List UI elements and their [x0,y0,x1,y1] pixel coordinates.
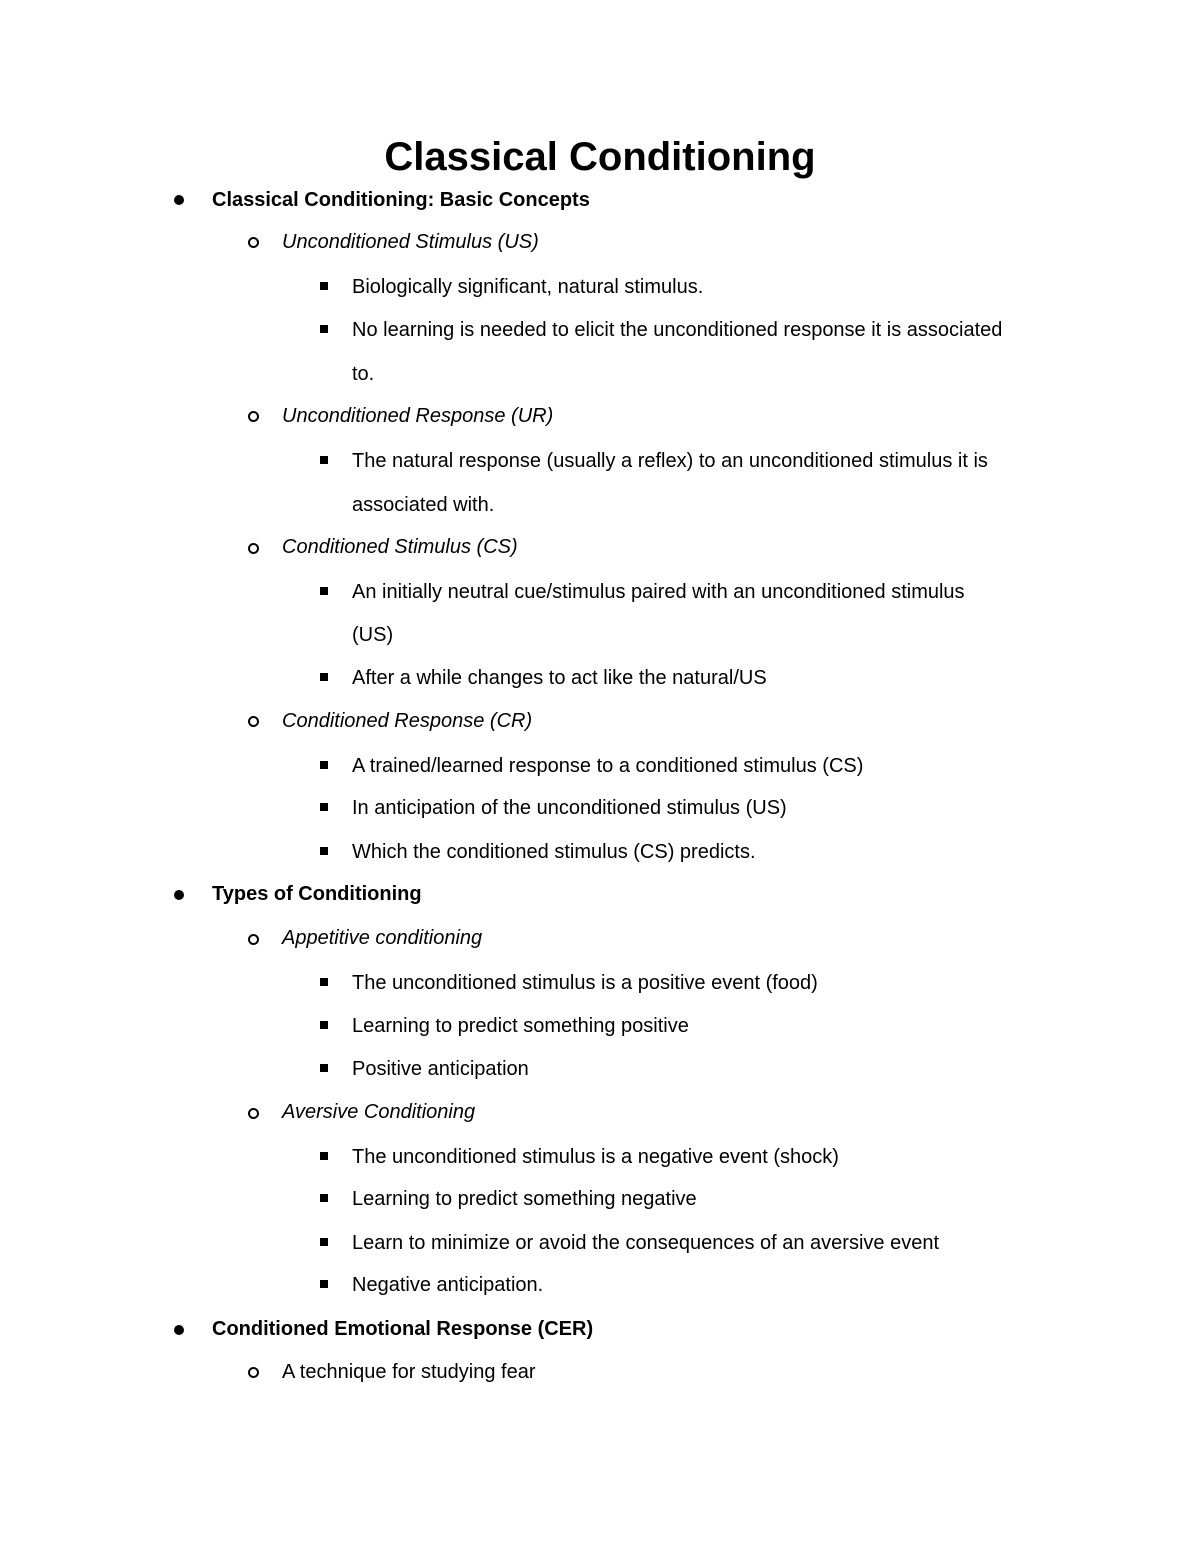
page-title: Classical Conditioning [384,135,816,179]
square-bullet-icon [320,978,328,986]
circle-bullet-icon [248,716,259,727]
list-item: Learning to predict something positive [352,1015,689,1037]
section-heading: Classical Conditioning: Basic Concepts [212,189,590,211]
circle-bullet-icon [248,543,259,554]
circle-bullet-icon [248,237,259,248]
list-item: In anticipation of the unconditioned stimulus (US) [352,797,787,819]
square-bullet-icon [320,803,328,811]
list-item-continuation: (US) [352,624,394,646]
square-bullet-icon [320,1064,328,1072]
list-item-continuation: associated with. [352,494,495,516]
square-bullet-icon [320,1238,328,1246]
square-bullet-icon [320,1021,328,1029]
circle-bullet-icon [248,934,259,945]
sub-item-term: Unconditioned Stimulus (US) [282,231,539,253]
list-item: Learning to predict something negative [352,1188,697,1210]
sub-item-term: Unconditioned Response (UR) [282,405,554,427]
list-item: Positive anticipation [352,1058,529,1080]
sub-item-term: Appetitive conditioning [282,927,483,949]
square-bullet-icon [320,847,328,855]
disc-bullet-icon [174,195,184,205]
square-bullet-icon [320,282,328,290]
square-bullet-icon [320,761,328,769]
list-item: Negative anticipation. [352,1274,544,1296]
disc-bullet-icon [174,890,184,900]
list-item: The unconditioned stimulus is a negative event (shock) [352,1146,839,1168]
square-bullet-icon [320,325,328,333]
list-item: Learn to minimize or avoid the consequences of an aversive event [352,1232,940,1254]
sub-item-term: Aversive Conditioning [282,1101,476,1123]
list-item: Biologically significant, natural stimulus. [352,276,704,298]
sub-item-term: Conditioned Stimulus (CS) [282,536,518,558]
circle-bullet-icon [248,411,259,422]
list-item-continuation: to. [352,363,375,385]
section-heading: Conditioned Emotional Response (CER) [212,1318,594,1340]
list-item: After a while changes to act like the natural/US [352,667,767,689]
section-heading: Types of Conditioning [212,883,422,905]
square-bullet-icon [320,1152,328,1160]
list-item: An initially neutral cue/stimulus paired with an unconditioned stimulus [352,581,965,603]
list-item: No learning is needed to elicit the unconditioned response it is associated [352,319,1003,341]
square-bullet-icon [320,587,328,595]
square-bullet-icon [320,456,328,464]
square-bullet-icon [320,1194,328,1202]
square-bullet-icon [320,1280,328,1288]
list-item: The unconditioned stimulus is a positive event (food) [352,972,818,994]
list-item: Which the conditioned stimulus (CS) predicts. [352,841,756,863]
list-item: A trained/learned response to a conditioned stimulus (CS) [352,755,864,777]
circle-bullet-icon [248,1108,259,1119]
square-bullet-icon [320,673,328,681]
list-item: The natural response (usually a reflex) to an unconditioned stimulus it is [352,450,988,472]
circle-bullet-icon [248,1367,259,1378]
disc-bullet-icon [174,1325,184,1335]
sub-item-term: Conditioned Response (CR) [282,710,533,732]
sub-item-term: A technique for studying fear [282,1361,536,1383]
